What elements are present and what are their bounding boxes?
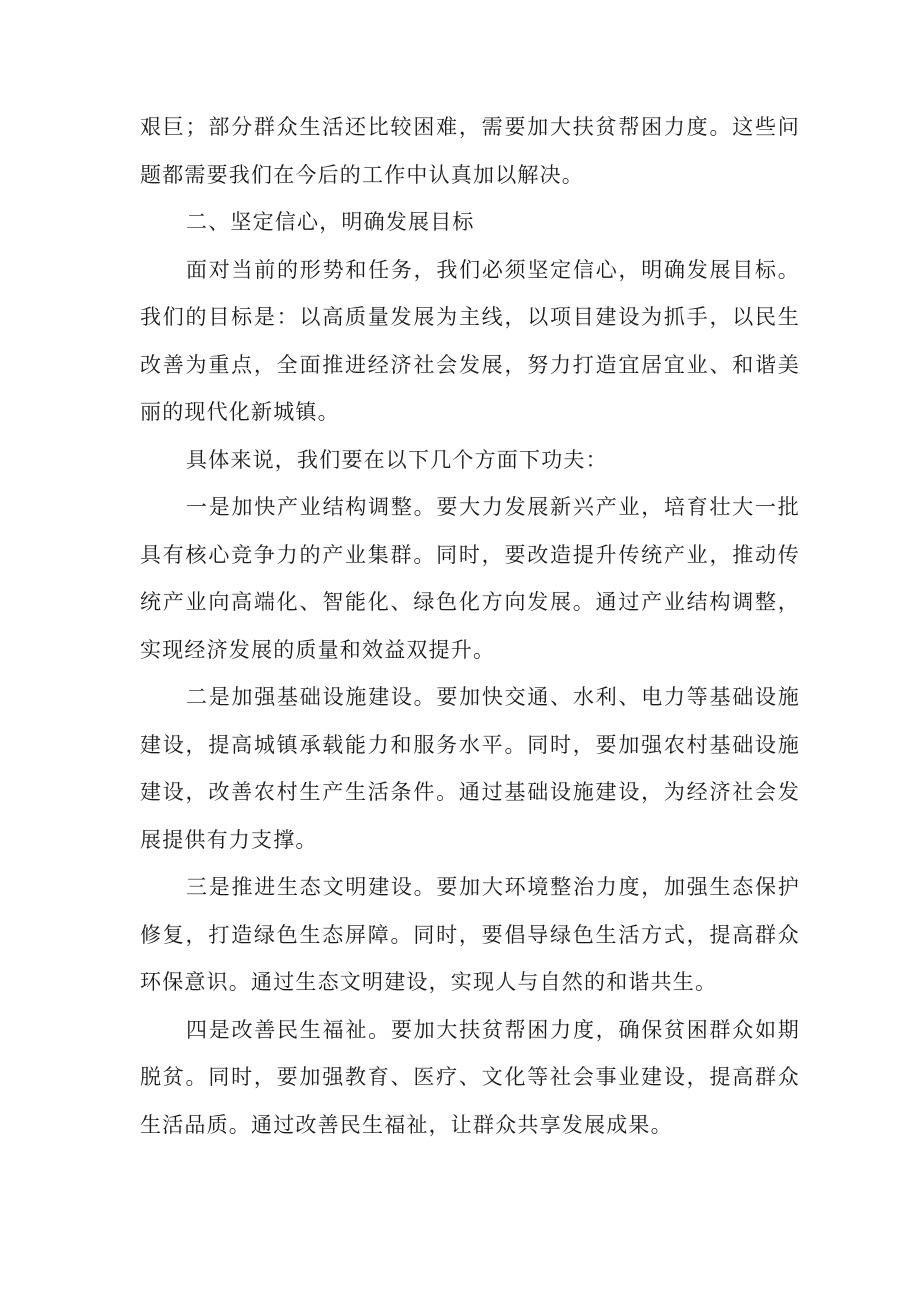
paragraph-industry: 一是加快产业结构调整。要大力发展新兴产业，培育壮大一批具有核心竞争力的产业集群。同时，要改造提升传统产业，推动传统产业向高端化、智能化、绿色化方向发展。通过产业结构调整，实现经济发展的质量和效益双提升。 [140,495,800,662]
paragraph-continuation: 艰巨；部分群众生活还比较困难，需要加大扶贫帮困力度。这些问题都需要我们在今后的工作中认真加以解决。 [140,115,800,187]
paragraph-intro: 具体来说，我们要在以下几个方面下功夫： [186,447,608,472]
document-body [140,104,800,1149]
paragraph-ecology: 三是推进生态文明建设。要加大环境整治力度，加强生态保护修复，打造绿色生态屏障。同时，要倡导绿色生活方式，提高群众环保意识。通过生态文明建设，实现人与自然的和谐共生。 [140,875,800,994]
paragraph-goals: 面对当前的形势和任务，我们必须坚定信心，明确发展目标。我们的目标是：以高质量发展为主线，以项目建设为抓手，以民生改善为重点，全面推进经济社会发展，努力打造宜居宜业、和谐美丽的现代化新城镇。 [140,257,800,424]
paragraph-infrastructure: 二是加强基础设施建设。要加快交通、水利、电力等基础设施建设，提高城镇承载能力和服务水平。同时，要加强农村基础设施建设，改善农村生产生活条件。通过基础设施建设，为经济社会发展提供有力支撑。 [140,685,800,852]
paragraph-livelihood: 四是改善民生福祉。要加大扶贫帮困力度，确保贫困群众如期脱贫。同时，要加强教育、医疗、文化等社会事业建设，提高群众生活品质。通过改善民生福祉，让群众共享发展成果。 [140,1017,800,1137]
section-heading: 二、坚定信心，明确发展目标 [186,210,475,234]
